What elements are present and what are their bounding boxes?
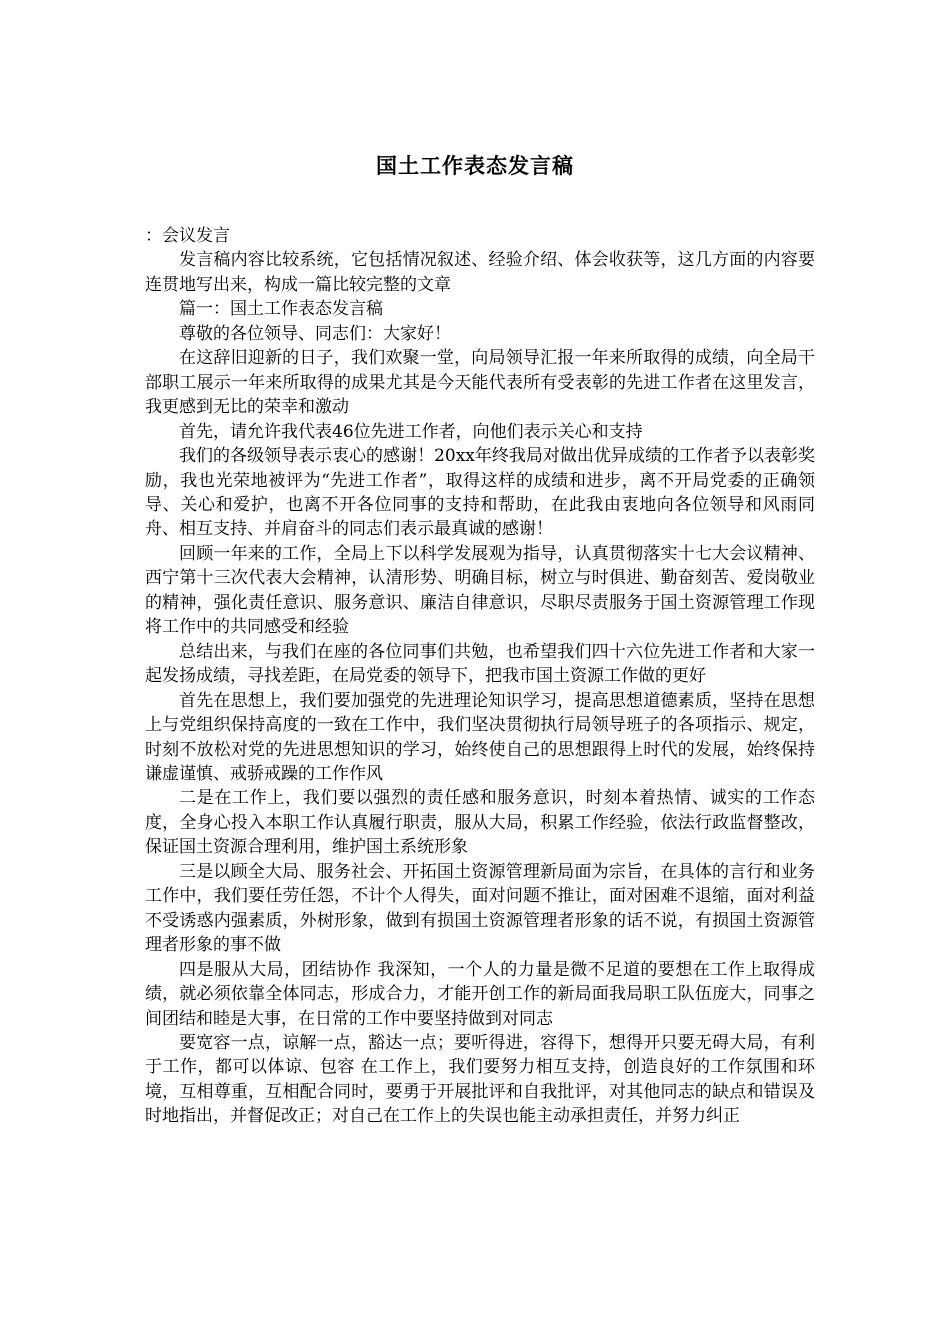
paragraph-meeting-speech: ：会议发言 [145, 226, 230, 246]
paragraph: 回顾一年来的工作，全局上下以科学发展观为指导，认真贯彻落实十七大会议精神、西宁第十三次代表大会精神，认清形势、明确目标，树立与时俱进、勤奋刻苦、爱岗敬业的精神，强化责任意识、服务意识、廉洁自律意识，尽职尽责服务于国土资源管理工作现将工作中的共同感受和经验 [145, 543, 815, 638]
paragraph: 我们的各级领导表示衷心的感谢！20xx年终我局对做出优异成绩的工作者予以表彰奖励，我也光荣地被评为“先进工作者”，取得这样的成绩和进步，离不开局党委的正确领导、关心和爱护，也离不开各位同事的支持和帮助，在此我由衷地向各位领导和风雨同舟、相互支持、并肩奋斗的同志们表示最真诚的感谢！ [145, 446, 815, 540]
paragraph: 首先在思想上，我们要加强党的先进理论知识学习，提高思想道德素质，坚持在思想上与党组织保持高度的一致在工作中，我们坚决贯彻执行局领导班子的各项指示、规定，时刻不放松对党的先进思想知识的学习，始终使自己的思想跟得上时代的发展，始终保持谦虚谨慎、戒骄戒躁的工作作风 [145, 690, 815, 784]
paragraph: 在这辞旧迎新的日子，我们欢聚一堂，向局领导汇报一年来所取得的成绩，向全局干部职工展示一年来所取得的成果尤其是今天能代表所有受表彰的先进工作者在这里发言，我更感到无比的荣幸和激动 [145, 348, 815, 418]
paragraph: 首先，请允许我代表46位先进工作者，向他们表示关心和支持 [179, 421, 643, 442]
document-title: 国土工作表态发言稿 [376, 153, 574, 179]
paragraph: 总结出来，与我们在座的各位同事们共勉，也希望我们四十六位先进工作者和大家一起发扬成绩，寻找差距，在局党委的领导下，把我市国土资源工作做的更好 [145, 641, 815, 687]
paragraph-intro: 发言稿内容比较系统，它包括情况叙述、经验介绍、体会收获等，这几方面的内容要连贯地写出来，构成一篇比较完整的文章 [145, 250, 815, 295]
paragraph: 三是以顾全大局、服务社会、开拓国土资源管理新局面为宗旨，在具体的言行和业务工作中，我们要任劳任怨，不计个人得失，面对问题不推让，面对困难不退缩，面对利益不受诱惑内强素质，外树形象，做到有损国土资源管理者形象的话不说，有损国土资源管理者形象的事不做 [145, 861, 815, 956]
paragraph-section-heading: 篇一：国土工作表态发言稿 [179, 299, 383, 320]
paragraph: 四是服从大局，团结协作 我深知，一个人的力量是微不足道的要想在工作上取得成绩，就必须依靠全体同志，形成合力，才能开创工作的新局面我局职工队伍庞大，同事之间团结和睦是大事，在日常的工作中要坚持做到对同志 [145, 959, 815, 1029]
paragraph: 要宽容一点，谅解一点，豁达一点；要听得进，容得下，想得开只要无碍大局，有利于工作，都可以体谅、包容 在工作上，我们要努力相互支持，创造良好的工作氛围和环境，互相尊重，互相配合同时，要勇于开展批评和自我批评，对其他同志的缺点和错误及时地指出，并督促改正；对自己在工作上的失误也能主动承担责任，并努力纠正 [145, 1032, 815, 1127]
paragraph: 二是在工作上，我们要以强烈的责任感和服务意识，时刻本着热情、诚实的工作态度，全身心投入本职工作认真履行职责，服从大局，积累工作经验，依法行政监督整改，保证国土资源合理利用，维护国土系统形象 [145, 788, 815, 858]
paragraph-salutation: 尊敬的各位领导、同志们：大家好！ [179, 323, 451, 344]
document-body [145, 224, 815, 1129]
